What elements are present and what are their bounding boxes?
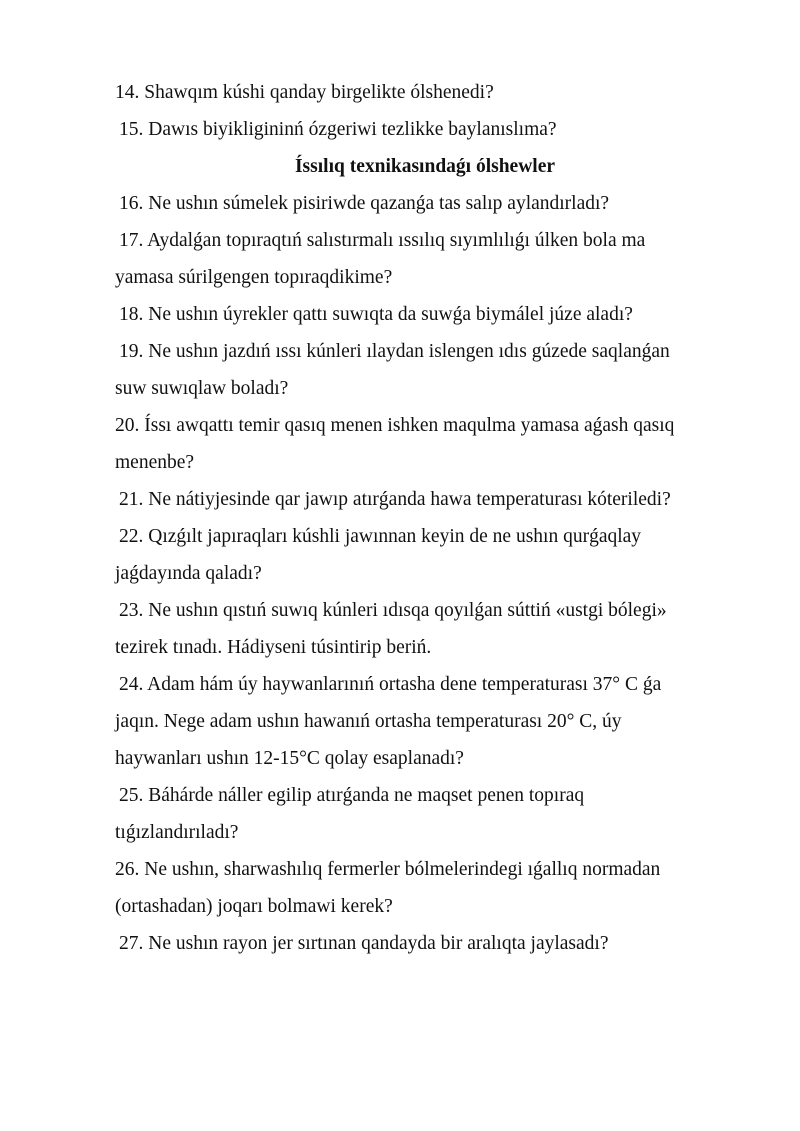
question-24-continued-1: jaqın. Nege adam ushın hawanıń ortasha temperaturası 20° C, úy xyxy=(115,711,622,732)
section-heading: Íssılıq texnikasındaǵı ólshewler xyxy=(294,156,556,177)
question-19: 19. Ne ushın jazdıń ıssı kúnleri ılaydan islengen ıdıs gúzede saqlanǵan xyxy=(119,341,670,362)
question-17-continued: yamasa súrilgengen topıraqdikime? xyxy=(115,267,393,288)
question-23: 23. Ne ushın qıstıń suwıq kúnleri ıdısqa qoyılǵan súttiń «ustgi bólegi» xyxy=(119,600,667,621)
question-18: 18. Ne ushın úyrekler qattı suwıqta da suwǵa biymálel júze aladı? xyxy=(119,304,633,325)
question-23-continued: tezirek tınadı. Hádiyseni túsintirip beriń. xyxy=(115,637,432,658)
question-22-continued: jaǵdayında qaladı? xyxy=(115,563,262,584)
question-27: 27. Ne ushın rayon jer sırtınan qandayda bir aralıqta jaylasadı? xyxy=(119,933,609,954)
question-26: 26. Ne ushın, sharwashılıq fermerler bólmelerindegi ıǵallıq normadan xyxy=(115,859,661,880)
question-16: 16. Ne ushın súmelek pisiriwde qazanǵa tas salıp aylandırladı? xyxy=(119,193,610,214)
question-15: 15. Dawıs biyikligininń ózgeriwi tezlikke baylanıslıma? xyxy=(119,119,557,140)
question-19-continued: suw suwıqlaw boladı? xyxy=(115,378,289,399)
question-20: 20. Íssı awqattı temir qasıq menen ishken maqulma yamasa aǵash qasıq xyxy=(115,415,675,436)
question-24-continued-2: haywanları ushın 12-15°C qolay esaplanadı? xyxy=(115,748,464,769)
question-17: 17. Aydalǵan topıraqtıń salıstırmalı ıssılıq sıyımlılıǵı úlken bola ma xyxy=(119,230,646,251)
question-22: 22. Qızǵılt japıraqları kúshli jawınnan keyin de ne ushın qurǵaqlay xyxy=(119,526,642,547)
question-25: 25. Báhárde náller egilip atırǵanda ne maqset penen topıraq xyxy=(119,785,585,806)
question-20-continued: menenbe? xyxy=(115,452,195,473)
question-24: 24. Adam hám úy haywanlarınıń ortasha dene temperaturası 37° C ǵa xyxy=(119,674,662,695)
question-21: 21. Ne nátiyjesinde qar jawıp atırǵanda hawa temperaturası kóteriledi? xyxy=(119,489,671,510)
question-14: 14. Shawqım kúshi qanday birgelikte ólshenedi? xyxy=(115,82,494,103)
question-25-continued: tıǵızlandırıladı? xyxy=(115,822,239,843)
document-page xyxy=(115,74,735,962)
question-26-continued: (ortashadan) joqarı bolmawi kerek? xyxy=(115,896,393,917)
